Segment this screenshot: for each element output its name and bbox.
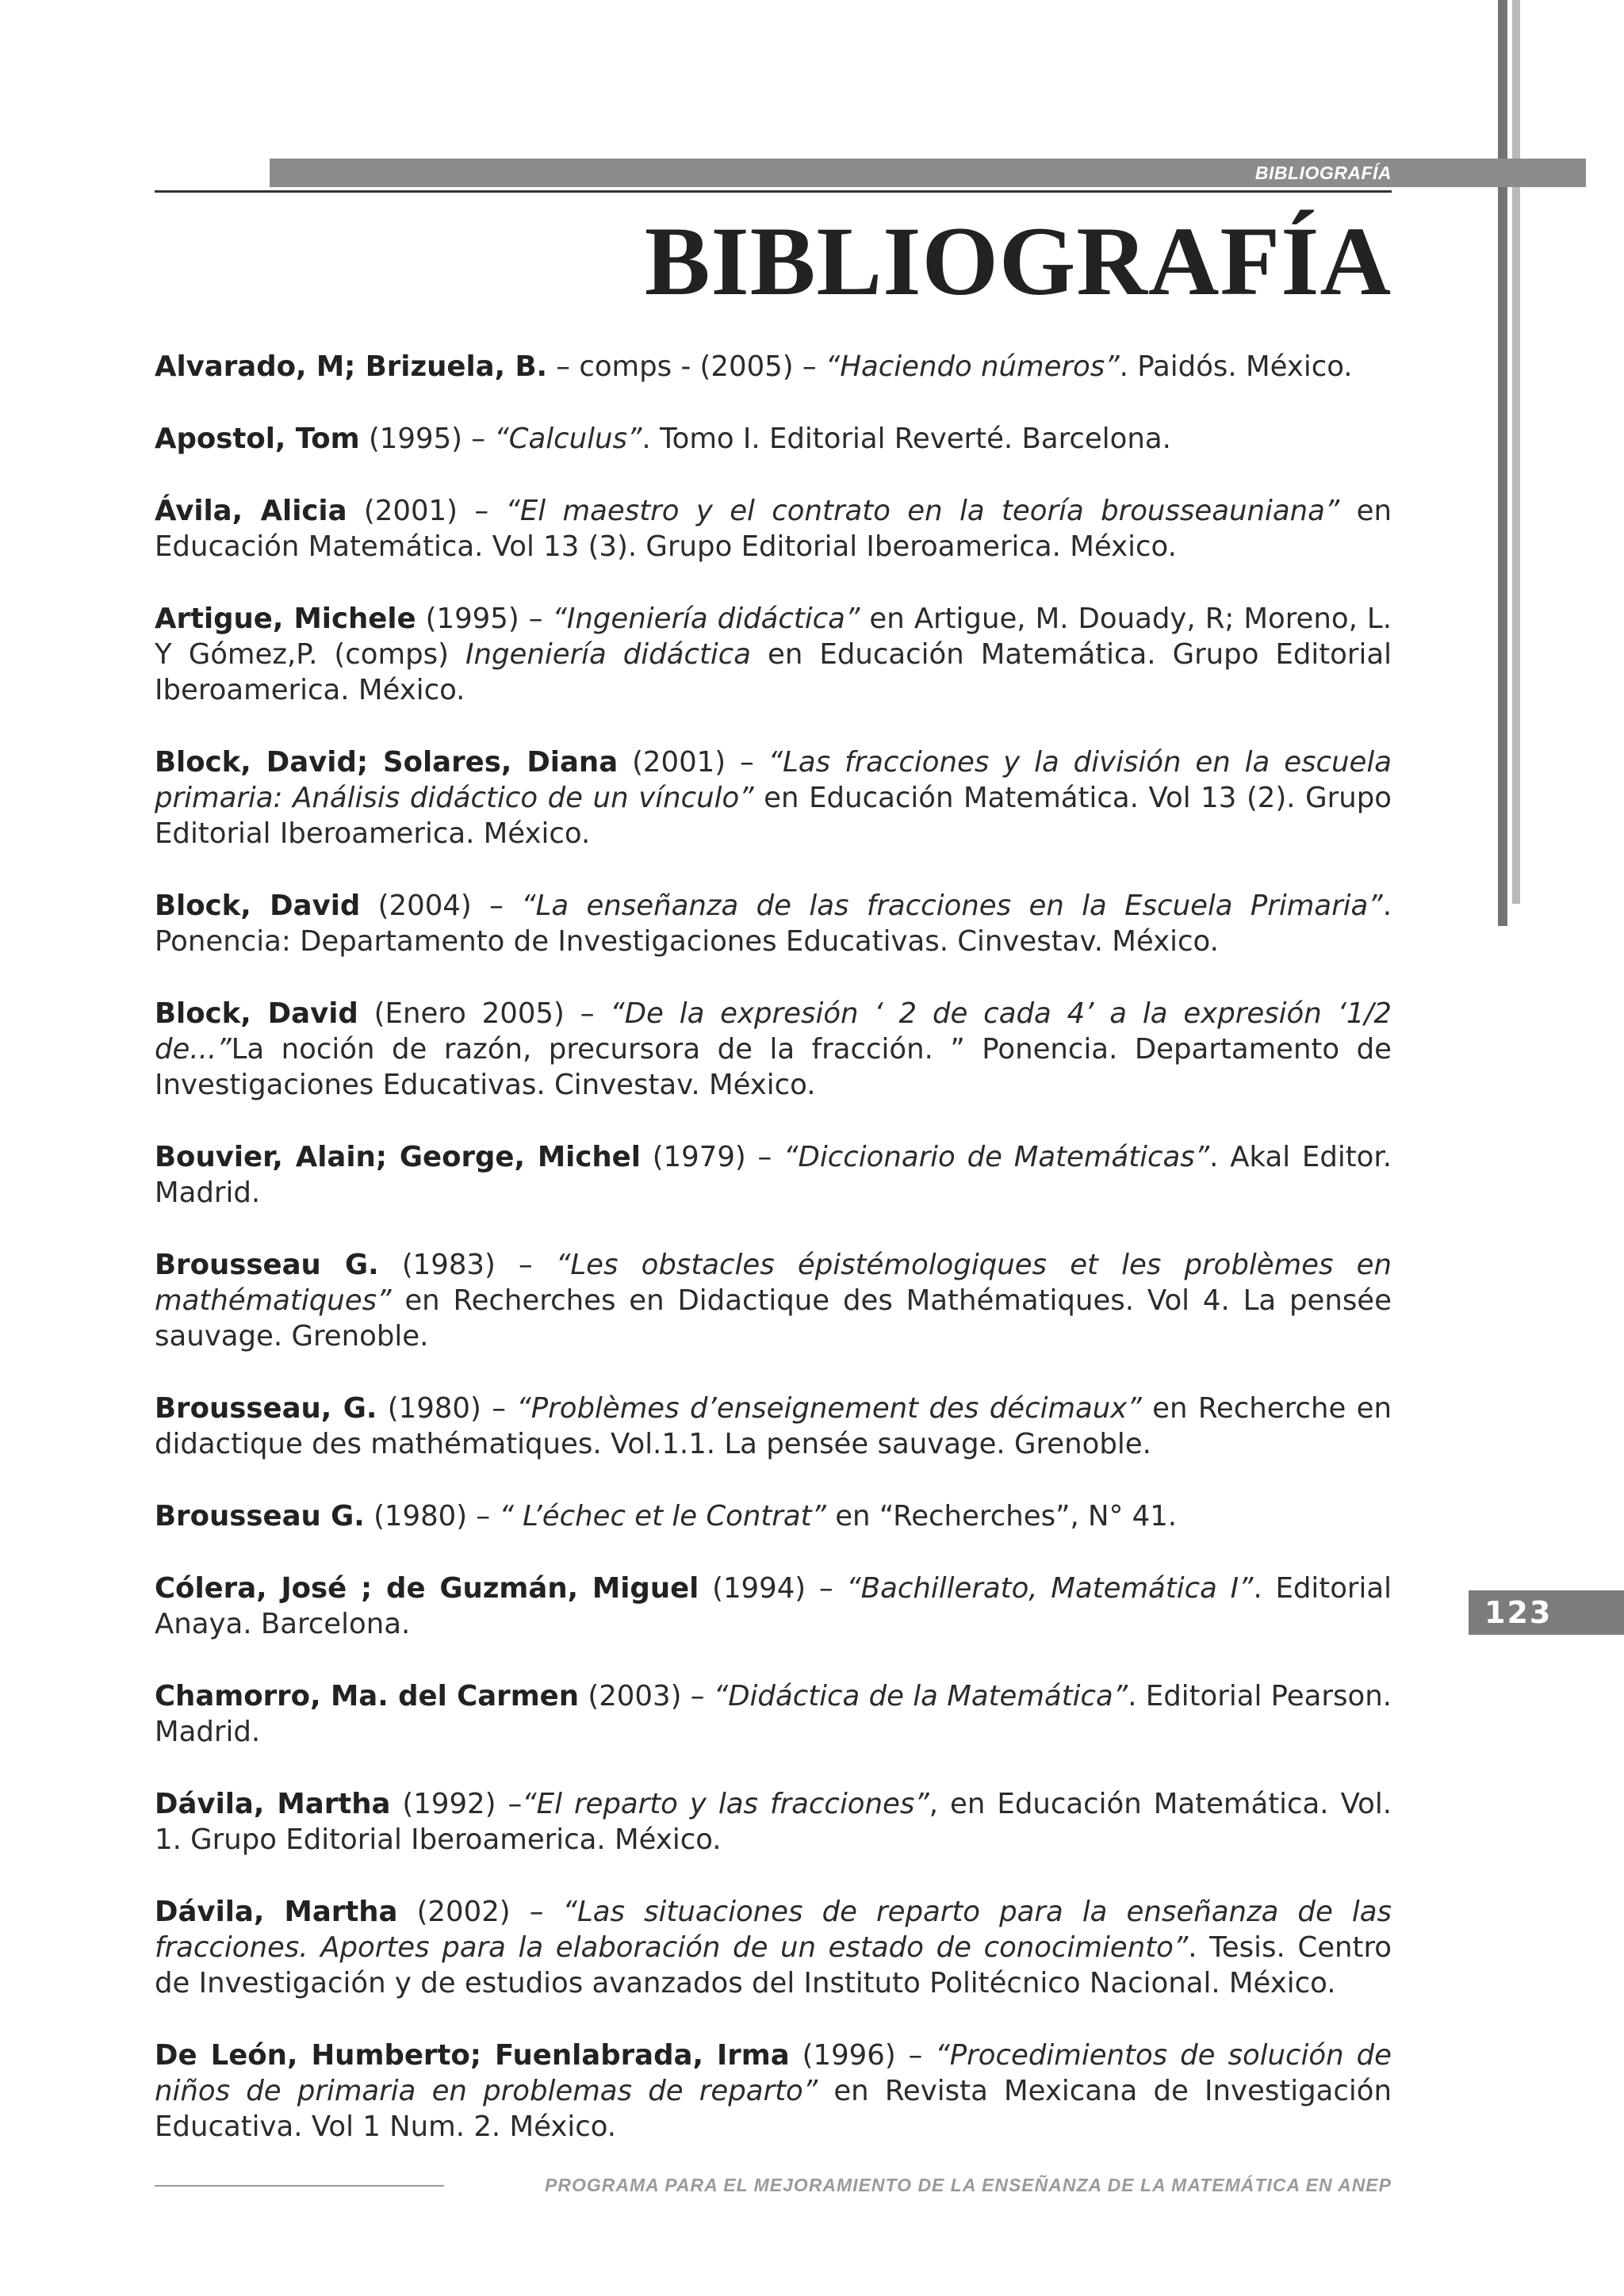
- entry-author: Artigue, Michele: [155, 603, 416, 635]
- bibliography-entry: [155, 601, 1392, 708]
- entry-text: en Revista Mexicana de Investigación Educativa. Vol 1 Num. 2. México.: [155, 2075, 1392, 2143]
- entry-text: (1980) –: [364, 1500, 500, 1533]
- entry-text: (1992) –: [390, 1788, 523, 1820]
- entry-author: Brousseau G.: [155, 1500, 365, 1533]
- entry-title: “Las fracciones y la división en la escuela primaria: Análisis didáctico de un vínculo”: [155, 746, 1392, 814]
- entry-text: (1983) –: [378, 1249, 556, 1281]
- entry-text: (1994) –: [699, 1572, 847, 1605]
- entry-author: Alvarado, M; Brizuela, B.: [155, 350, 547, 383]
- bibliography-entry: [155, 349, 1392, 385]
- entry-title: “Ingeniería didáctica”: [552, 603, 860, 635]
- entry-title: “ L’échec et le Contrat”: [499, 1500, 826, 1533]
- entry-title: “Calculus”: [494, 423, 642, 455]
- entry-author: Block, David; Solares, Diana: [155, 746, 619, 779]
- entry-text: en Educación Matemática. Vol 13 (3). Grupo Editorial Iberoamerica. México.: [155, 495, 1392, 563]
- entry-title: Ingeniería didáctica: [465, 638, 752, 671]
- bibliography-entry: [155, 1786, 1392, 1858]
- entry-text: (1980) –: [377, 1392, 517, 1425]
- bibliography-entry: [155, 996, 1392, 1103]
- entry-text: – comps - (2005) –: [547, 350, 825, 383]
- header-rule: [155, 190, 1392, 193]
- entry-title: “Les obstacles épistémologiques et les problèmes en mathématiques”: [155, 1249, 1392, 1317]
- entry-text: , en Educación Matemática. Vol. 1. Grupo Editorial Iberoamerica. México.: [155, 1788, 1392, 1856]
- entry-title: “La enseñanza de las fracciones en la Escuela Primaria”: [521, 890, 1383, 922]
- bibliography-entry: [155, 1498, 1392, 1534]
- bibliography-entry: [155, 1571, 1392, 1642]
- entry-text: (2003) –: [579, 1680, 714, 1712]
- entry-title: “Haciendo números”: [825, 350, 1120, 383]
- bibliography-entry: [155, 421, 1392, 457]
- entry-text: (1995) –: [359, 423, 495, 455]
- bibliography-entry: [155, 2038, 1392, 2145]
- entry-text: en Educación Matemática. Grupo Editorial Iberoamerica. México.: [155, 638, 1392, 706]
- entry-author: Cólera, José ; de Guzmán, Miguel: [155, 1572, 699, 1605]
- entry-title: “De la expresión ‘ 2 de cada 4’ a la expresión ‘1/2 de...”: [155, 997, 1392, 1066]
- entry-text: en Recherche en didactique des mathématiques. Vol.1.1. La pensée sauvage. Grenoble.: [155, 1392, 1392, 1460]
- entry-author: Apostol, Tom: [155, 423, 360, 455]
- bibliography-entry: [155, 493, 1392, 564]
- bibliography-entry: [155, 1678, 1392, 1750]
- entry-text: (2002) –: [397, 1896, 563, 1928]
- entry-author: Ávila, Alicia: [155, 495, 347, 527]
- entry-text: . Tomo I. Editorial Reverté. Barcelona.: [642, 423, 1171, 455]
- bibliography-entry: [155, 1391, 1392, 1462]
- entry-author: Dávila, Martha: [155, 1788, 391, 1820]
- entry-author: De León, Humberto; Fuenlabrada, Irma: [155, 2039, 790, 2072]
- entry-text: en “Recherches”, N° 41.: [825, 1500, 1178, 1533]
- entry-title: “Bachillerato, Matemática I”: [846, 1572, 1254, 1605]
- entry-text: (2001) –: [347, 495, 506, 527]
- entry-text: . Editorial Anaya. Barcelona.: [155, 1572, 1392, 1640]
- entry-title: “Problèmes d’enseignement des décimaux”: [516, 1392, 1142, 1425]
- vertical-bar-light: [1512, 0, 1520, 904]
- footer-text: PROGRAMA PARA EL MEJORAMIENTO DE LA ENSEÑANZA DE LA MATEMÁTICA EN ANEP: [545, 2175, 1392, 2195]
- entry-author: Chamorro, Ma. del Carmen: [155, 1680, 580, 1712]
- entry-title: “Procedimientos de solución de niños de primaria en problemas de reparto”: [155, 2039, 1392, 2107]
- page-title: BIBLIOGRAFÍA: [644, 207, 1392, 316]
- page-number: 123: [1484, 1595, 1553, 1630]
- entry-title: “Las situaciones de reparto para la enseñanza de las fracciones. Aportes para la elaboración de un estado de conocimiento”: [155, 1896, 1392, 1964]
- entry-text: . Tesis. Centro de Investigación y de estudios avanzados del Instituto Politécnico Nacional. México.: [155, 1931, 1392, 1999]
- entry-text: (Enero 2005) –: [358, 997, 611, 1030]
- footer-rule: [155, 2185, 444, 2187]
- entry-text: en Recherches en Didactique des Mathématiques. Vol 4. La pensée sauvage. Grenoble.: [155, 1284, 1392, 1353]
- entry-author: Dávila, Martha: [155, 1896, 398, 1928]
- bibliography-list: [155, 349, 1392, 2181]
- entry-author: Block, David: [155, 890, 361, 922]
- entry-text: . Editorial Pearson. Madrid.: [155, 1680, 1392, 1748]
- entry-author: Brousseau, G.: [155, 1392, 377, 1425]
- entry-title: “Diccionario de Matemáticas”: [783, 1141, 1210, 1173]
- bibliography-entry: [155, 1247, 1392, 1354]
- bibliography-entry: [155, 888, 1392, 959]
- entry-text: . Paidós. México.: [1119, 350, 1353, 383]
- entry-title: “Didáctica de la Matemática”: [713, 1680, 1128, 1712]
- bibliography-entry: [155, 1894, 1392, 2001]
- running-header: BIBLIOGRAFÍA: [1254, 163, 1392, 183]
- entry-author: Brousseau G.: [155, 1249, 379, 1281]
- entry-title: “El maestro y el contrato en la teoría brousseauniana”: [505, 495, 1340, 527]
- entry-text: en Artigue, M. Douady, R; Moreno, L. Y Gómez,P. (comps): [155, 603, 1392, 671]
- bibliography-entry: [155, 744, 1392, 851]
- entry-author: Block, David: [155, 997, 358, 1030]
- entry-author: Bouvier, Alain; George, Michel: [155, 1141, 641, 1173]
- entry-text: en Educación Matemática. Vol 13 (2). Grupo Editorial Iberoamerica. México.: [155, 782, 1392, 850]
- bibliography-entry: [155, 1139, 1392, 1211]
- entry-text: (2004) –: [360, 890, 522, 922]
- entry-text: . Akal Editor. Madrid.: [155, 1141, 1392, 1209]
- entry-text: (1979) –: [640, 1141, 784, 1173]
- vertical-bar-dark: [1498, 0, 1507, 926]
- entry-title: “El reparto y las fracciones”: [522, 1788, 929, 1820]
- entry-text: (2001) –: [618, 746, 768, 779]
- entry-text: . Ponencia: Departamento de Investigaciones Educativas. Cinvestav. México.: [155, 890, 1392, 958]
- entry-text: La noción de razón, precursora de la fracción. ” Ponencia. Departamento de Investigaciones Educativas. Cinvestav. México.: [155, 1033, 1392, 1101]
- entry-text: (1995) –: [416, 603, 553, 635]
- entry-text: (1996) –: [789, 2039, 936, 2072]
